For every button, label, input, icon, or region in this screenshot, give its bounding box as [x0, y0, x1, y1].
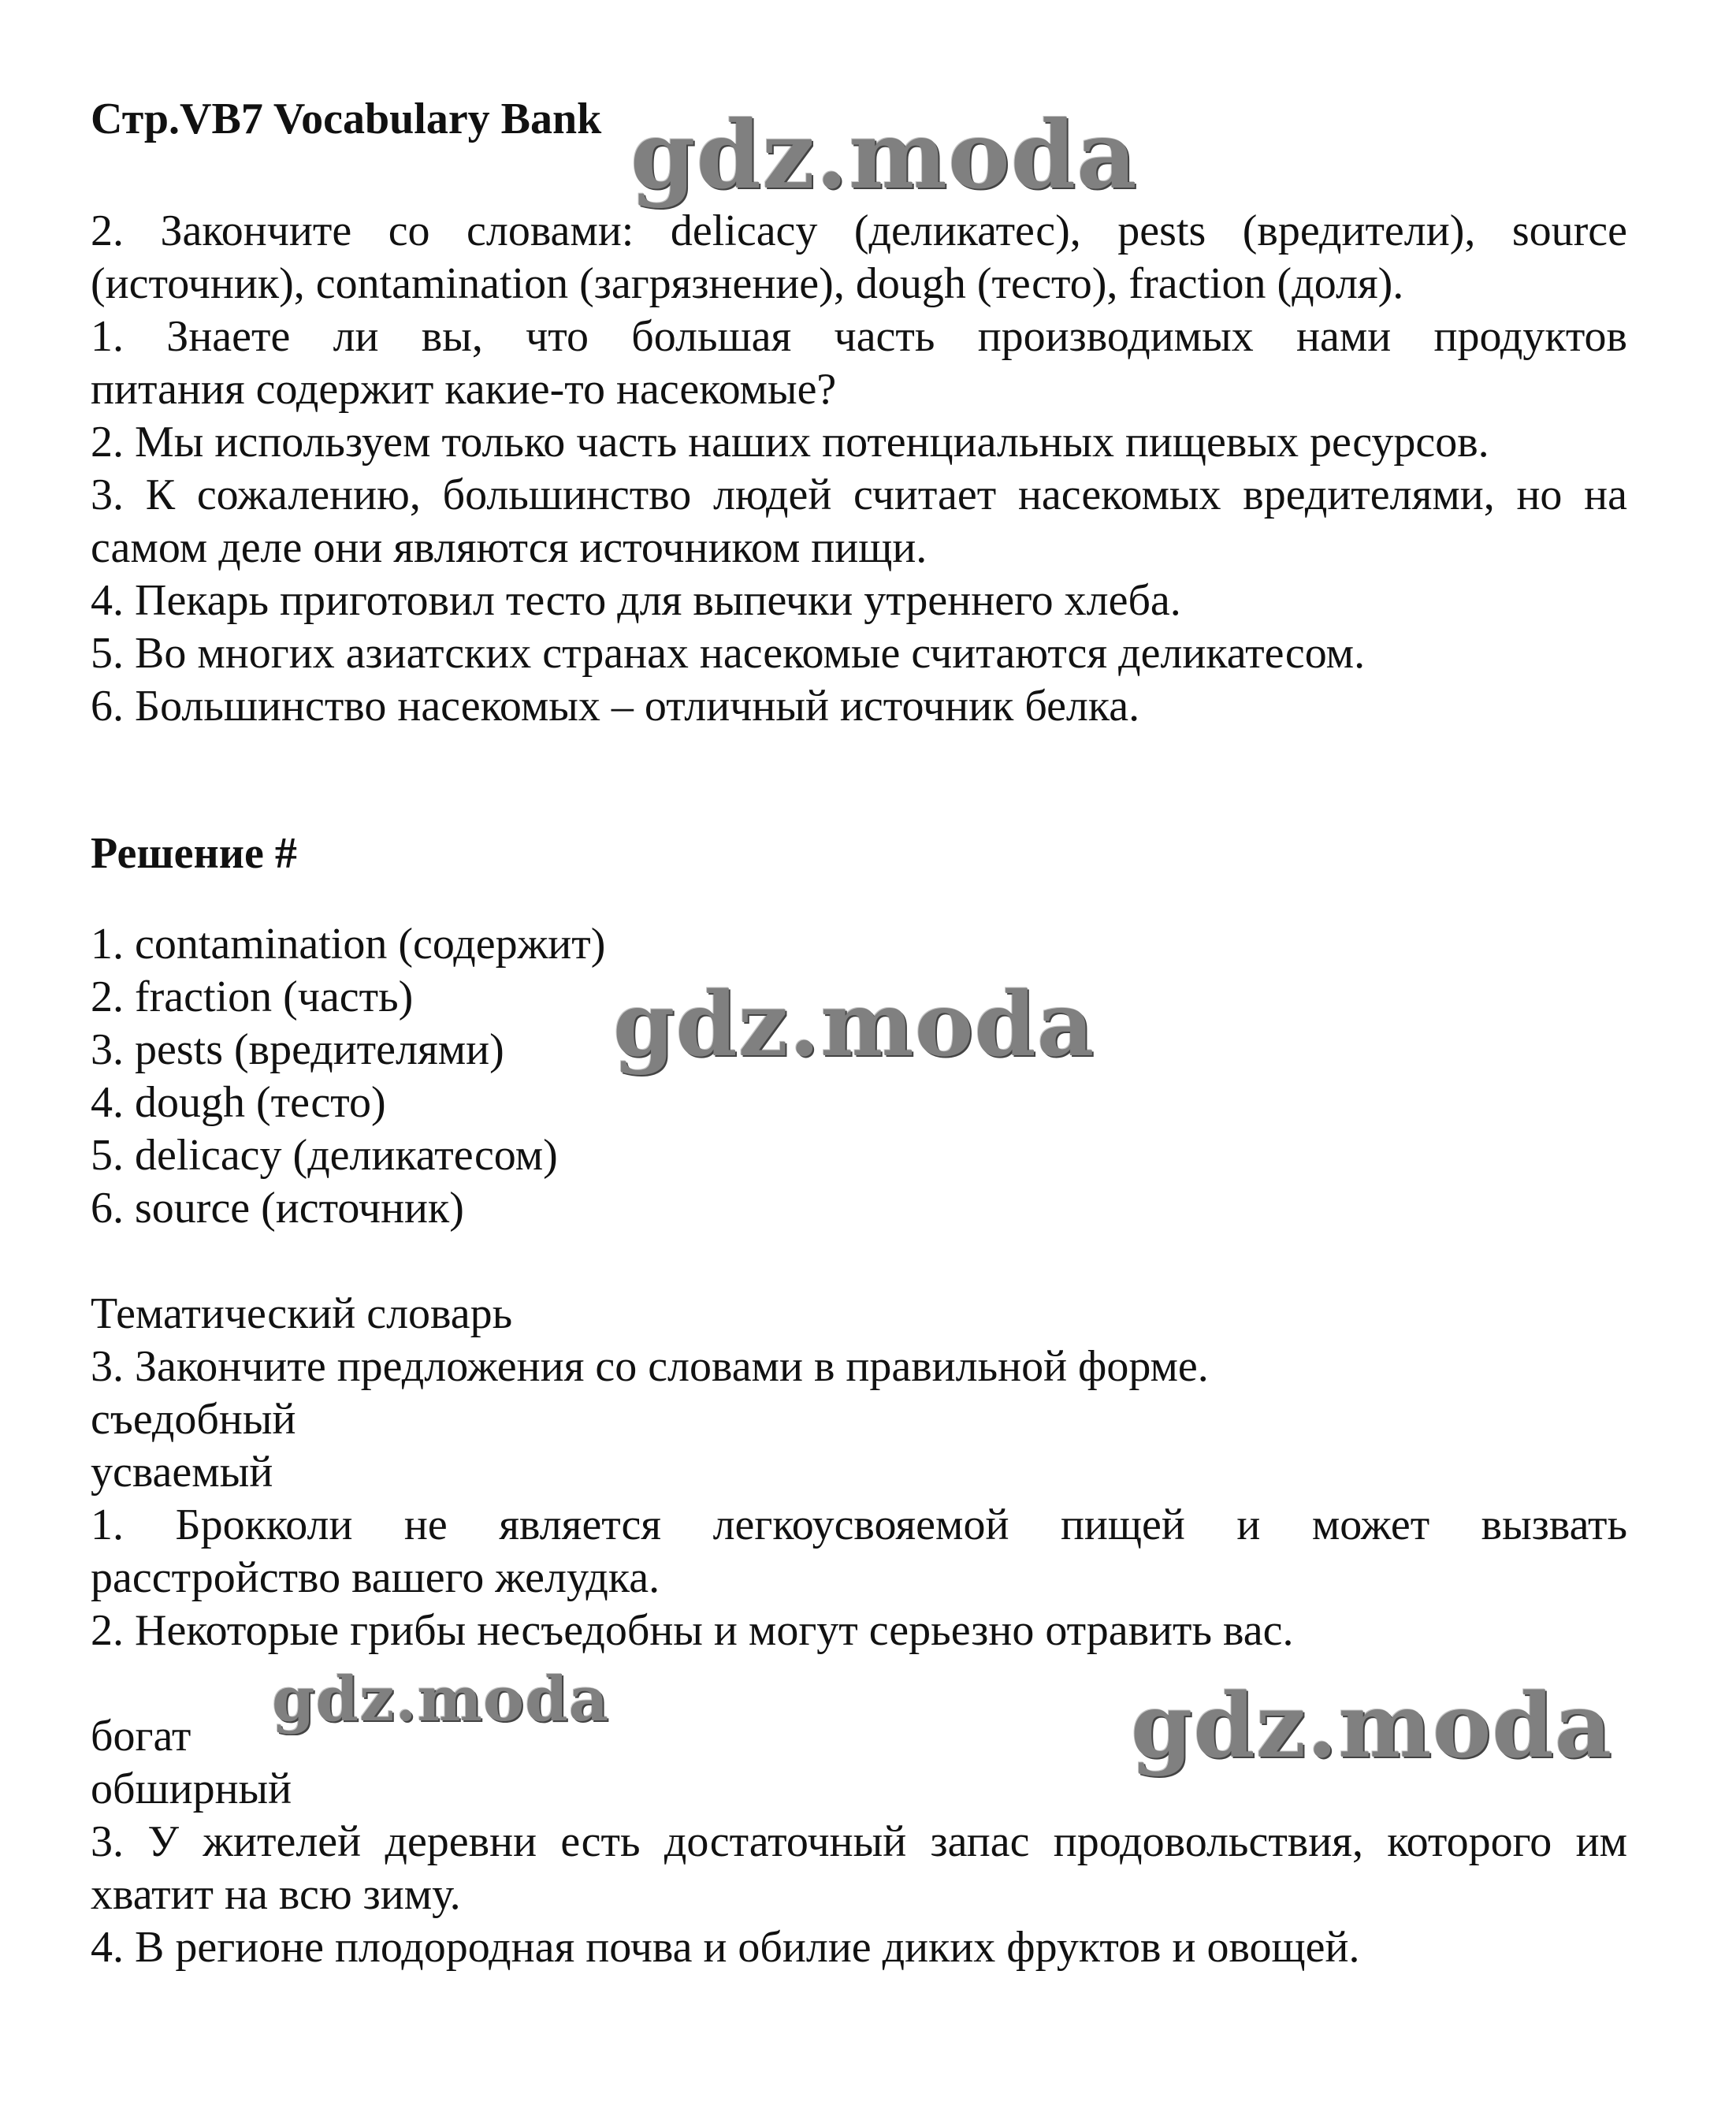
exercise-2-item-5: 5. Во многих азиатских странах насекомые считаются деликатесом. [91, 629, 1366, 678]
thematic-sentence-1-line-1: 1. Брокколи не является легкоусвояемой пищей и может вызвать [91, 1500, 1627, 1549]
thematic-sentence-2: 2. Некоторые грибы несъедобны и могут серьезно отравить вас. [91, 1606, 1294, 1655]
watermark-small: gdz.moda [272, 1664, 610, 1735]
thematic-sentence-3-line-1: 3. У жителей деревни есть достаточный запас продовольствия, которого им [91, 1817, 1627, 1866]
thematic-word-vast: обширный [91, 1764, 292, 1813]
exercise-2-item-3-line-2: самом деле они являются источником пищи. [91, 523, 927, 572]
thematic-word-edible: съедобный [91, 1395, 296, 1444]
watermark-top: gdz.moda [630, 100, 1138, 210]
watermark-bottom-right: gdz.moda [1131, 1675, 1613, 1778]
thematic-instruction: 3. Закончите предложения со словами в правильной форме. [91, 1342, 1209, 1391]
thematic-word-rich: богат [91, 1712, 191, 1761]
solution-answer-4: 4. dough (тесто) [91, 1078, 386, 1127]
solution-answer-2: 2. fraction (часть) [91, 972, 414, 1021]
solution-answer-6: 6. source (источник) [91, 1184, 464, 1233]
watermark-middle: gdz.moda [613, 973, 1095, 1077]
exercise-2-item-1-line-1: 1. Знаете ли вы, что большая часть производимых нами продуктов [91, 312, 1627, 361]
thematic-sentence-1-line-2: расстройство вашего желудка. [91, 1553, 660, 1602]
thematic-sentence-4: 4. В регионе плодородная почва и обилие диких фруктов и овощей. [91, 1923, 1360, 1972]
exercise-2-item-1-line-2: питания содержит какие-то насекомые? [91, 365, 837, 414]
thematic-word-digestible: усваемый [91, 1448, 273, 1497]
solution-answer-1: 1. contamination (содержит) [91, 920, 606, 969]
exercise-2-item-3-line-1: 3. К сожалению, большинство людей считает насекомых вредителями, но на [91, 470, 1627, 519]
exercise-2-item-6: 6. Большинство насекомых – отличный источник белка. [91, 682, 1140, 731]
page-title: Стр.VB7 Vocabulary Bank [91, 95, 602, 143]
exercise-2-instruction-line-1: 2. Закончите со словами: delicacy (деликатес), pests (вредители), source [91, 206, 1627, 255]
exercise-2-item-4: 4. Пекарь приготовил тесто для выпечки утреннего хлеба. [91, 576, 1181, 625]
thematic-heading: Тематический словарь [91, 1289, 513, 1338]
exercise-2-instruction-line-2: (источник), contamination (загрязнение), dough (тесто), fraction (доля). [91, 259, 1404, 308]
solution-answer-5: 5. delicacy (деликатесом) [91, 1131, 558, 1180]
thematic-sentence-3-line-2: хватит на всю зиму. [91, 1870, 461, 1919]
solution-heading: Решение # [91, 829, 297, 878]
exercise-2-item-2: 2. Мы используем только часть наших потенциальных пищевых ресурсов. [91, 418, 1489, 467]
solution-answer-3: 3. pests (вредителями) [91, 1025, 504, 1074]
